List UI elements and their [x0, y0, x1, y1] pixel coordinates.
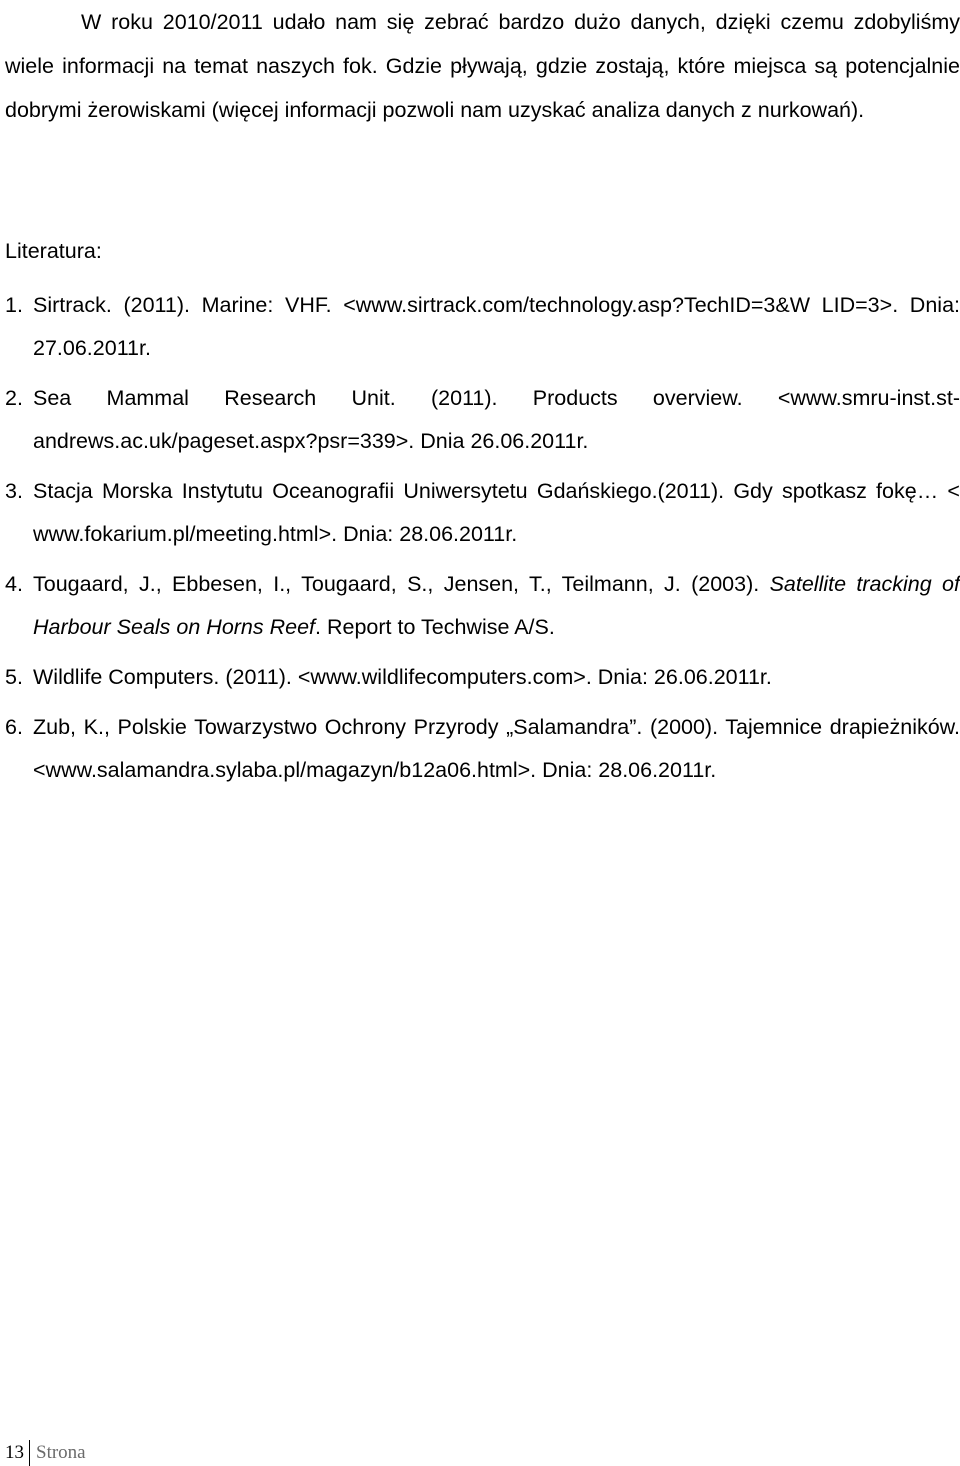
literature-heading: Literatura: [5, 239, 102, 263]
reference-number: 3. [5, 479, 23, 503]
reference-text: Stacja Morska Instytutu Oceanografii Uniwersytetu Gdańskiego.(2011). Gdy spotkasz fokę… < www.fokarium.pl/meeting.html>. Dnia: 28.06.2011r. [33, 479, 960, 546]
reference-number: 2. [5, 386, 23, 410]
page-number: 13 [5, 1440, 30, 1466]
reference-item-3 [5, 470, 960, 556]
reference-text: Sea Mammal Research Unit. (2011). Products overview. <www.smru-inst.st-andrews.ac.uk/pageset.aspx?psr=339>. Dnia 26.06.2011r. [33, 386, 960, 453]
reference-text: Sirtrack. (2011). Marine: VHF. <www.sirtrack.com/technology.asp?TechID=3&W LID=3>. Dnia: 27.06.2011r. [33, 293, 960, 360]
reference-number: 1. [5, 293, 23, 317]
reference-list [5, 284, 960, 799]
intro-paragraph: W roku 2010/2011 udało nam się zebrać bardzo dużo danych, dzięki czemu zdobyliśmy wiele informacji na temat naszych fok. Gdzie pływają, gdzie zostają, które miejsca są potencjalnie dobrymi żerowiskami (więcej informacji pozwoli nam uzyskać analiza danych z nurkowań). [5, 10, 960, 122]
reference-item-2 [5, 377, 960, 463]
reference-number: 6. [5, 715, 23, 739]
reference-item-5 [5, 656, 960, 699]
reference-text: Wildlife Computers. (2011). <www.wildlifecomputers.com>. Dnia: 26.06.2011r. [33, 665, 772, 689]
reference-item-1 [5, 284, 960, 370]
reference-item-4 [5, 563, 960, 649]
reference-text-end: . Report to Techwise A/S. [315, 615, 555, 639]
page-footer [5, 1440, 86, 1466]
reference-title-italic: Satellite tracking of Harbour Seals on Horns Reef [33, 572, 960, 639]
reference-item-6 [5, 706, 960, 792]
reference-number: 4. [5, 572, 23, 596]
reference-text: Tougaard, J., Ebbesen, I., Tougaard, S., Jensen, T., Teilmann, J. (2003). [33, 572, 770, 596]
reference-number: 5. [5, 665, 23, 689]
reference-text: Zub, K., Polskie Towarzystwo Ochrony Przyrody „Salamandra”. (2000). Tajemnice drapieżników. <www.salamandra.sylaba.pl/magazyn/b12a06.html>. Dnia: 28.06.2011r. [33, 715, 960, 782]
page-label: Strona [36, 1442, 86, 1463]
